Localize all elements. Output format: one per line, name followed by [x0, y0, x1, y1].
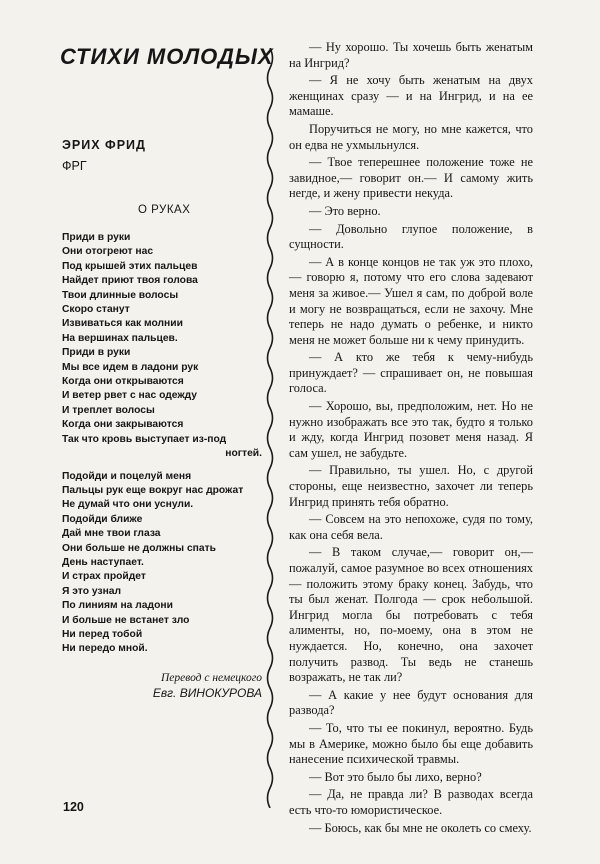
poem-line: И больше не встанет зло [62, 614, 190, 626]
author-name: ЭРИХ ФРИД [62, 138, 146, 152]
poem-line: Твои длинные волосы [62, 289, 179, 301]
wavy-column-divider [262, 48, 278, 808]
poem-line: Приди в руки [62, 232, 131, 243]
text-paragraph: — Твое теперешнее положение тоже не завидное,— говорит он.— И самому жить негде, и жену привести некуда. [289, 155, 533, 201]
poem-title: О РУКАХ [138, 204, 191, 216]
poem-line-continuation: ногтей. [225, 448, 262, 460]
poem-line: По линиям на ладони [62, 600, 173, 612]
author-country: ФРГ [62, 159, 87, 173]
translation-credit [62, 671, 262, 701]
poem-line: Дай мне твои глаза [62, 528, 161, 540]
poem-line: Они отогреют нас [62, 246, 154, 258]
poem-line: Мы все идем в ладони рук [62, 361, 199, 373]
poem-line: Найдет приют твоя голова [62, 275, 198, 287]
text-paragraph: — Боюсь, как бы мне не околеть со смеху. [309, 820, 532, 835]
text-paragraph: — То, что ты ее покинул, вероятно. Будь мы в Америке, можно было бы еще добавить нанесение психической травмы. [289, 720, 533, 767]
poem-line: Пальцы рук еще вокруг нас дрожат [62, 484, 244, 496]
text-paragraph: — Это верно. [309, 203, 381, 218]
poem-line: Когда они открываются [62, 376, 184, 388]
text-paragraph: — Правильно, ты ушел. Но, с другой стороны, еще неизвестно, захочет ли теперь Ингрид принять тебя обратно. [289, 463, 533, 509]
text-paragraph: — Довольно глупое положение, в сущности. [289, 221, 533, 252]
page-number: 120 [63, 800, 84, 814]
text-paragraph: — А в конце концов не так уж это плохо,— говорю я, потому что его слова задевают меня за живое.— Ушел я сам, по доброй воле и могу не возвращаться, если не захочу. Мне теперь не надо думать о ребенке, и никто меня не может больше ни к чему принудить. [289, 254, 533, 347]
poem-line: На вершинах пальцев. [62, 332, 178, 344]
poem-line: Они больше не должны спать [62, 542, 216, 554]
poem-line: Так что кровь выступает из-под [62, 433, 227, 445]
poem-line: И треплет волосы [62, 404, 155, 416]
poem-line: Подойди ближе [62, 513, 143, 525]
poem-line: Скоро станут [62, 304, 130, 316]
text-paragraph: — А кто же тебя к чему-нибудь принуждает? — спрашивает он, не повышая голоса. [289, 350, 533, 396]
poem-line: И страх пройдет [62, 571, 146, 583]
section-title: СТИХИ МОЛОДЫХ [60, 44, 274, 69]
text-paragraph: — В таком случае,— говорит он,— пожалуй, самое разумное во всех отношениях — положить этому браку конец. Забудь, что ты был женат. Полгода — срок небольшой. Ингрид могла бы потребовать с тебя алименты, но, по-моему, она в этом не нуждается. Но, конечно, она захочет получить развод. Ты ведь не станешь возражать, не так ли? [289, 545, 533, 685]
text-paragraph: — Совсем на это непохоже, судя по тому, как она себя вела. [289, 512, 533, 542]
poem-stanza [62, 470, 262, 657]
text-paragraph: — Ну хорошо. Ты хочешь быть женатым на Ингрид? [289, 40, 533, 70]
text-paragraph: — Хорошо, вы, предположим, нет. Но не нужно изображать все это так, будто я только и жду, когда Ингрид позовет меня назад. Я сам ушел, не забудьте. [289, 399, 533, 460]
poem-line: Приди в руки [62, 347, 131, 359]
left-column [60, 44, 274, 701]
text-paragraph: — Вот это было бы лихо, верно? [309, 769, 482, 784]
translator-name: Евг. ВИНОКУРОВА [152, 685, 262, 700]
poem-line: Под крышей этих пальцев [62, 260, 198, 272]
right-column [289, 40, 533, 838]
poem-line: Ни перед тобой [62, 628, 143, 640]
translation-credit-line: Перевод с немецкого [160, 671, 262, 684]
poem-line: Когда они закрываются [62, 419, 184, 431]
poem-line: День наступает. [62, 556, 144, 568]
poem [62, 231, 262, 657]
poem-line: Я это узнал [62, 585, 122, 597]
text-paragraph: — Да, не правда ли? В разводах всегда есть что-то юмористическое. [289, 787, 533, 817]
text-paragraph: — А какие у нее будут основания для развода? [289, 687, 533, 718]
text-paragraph: — Я не хочу быть женатым на двух женщинах сразу — и на Ингрид, и на ее мамаше. [289, 73, 533, 119]
text-paragraph: Поручиться не могу, но мне кажется, что он едва не ухмыльнулся. [289, 121, 533, 152]
poem-line: Подойди и поцелуй меня [62, 470, 192, 482]
poem-stanza [62, 231, 262, 462]
poem-line: Извиваться как молнии [62, 318, 183, 330]
poem-line: Ни передо мной. [62, 643, 148, 655]
poem-line: Не думай что они уснули. [62, 499, 194, 511]
poem-line: И ветер рвет с нас одежду [62, 390, 198, 402]
